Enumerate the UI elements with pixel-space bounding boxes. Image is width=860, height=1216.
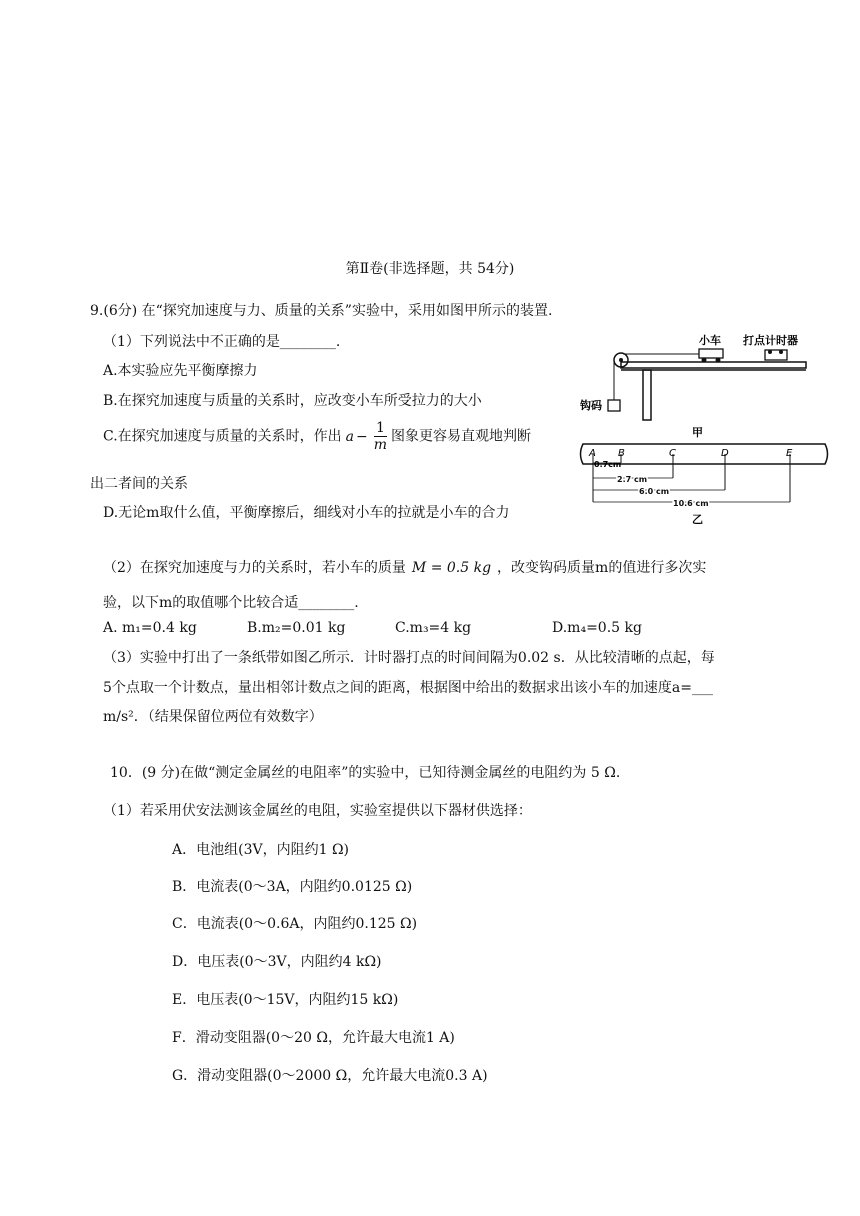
- q9-p2-option-a: A. m₁=0.4 kg: [103, 620, 197, 636]
- timer-terminal: [768, 350, 772, 354]
- dim-ae-label: 10.6 cm: [673, 499, 709, 508]
- minus-sign: −: [356, 428, 368, 445]
- fraction-denominator: m: [373, 437, 388, 453]
- q9-p2-option-b: B.m₂=0.01 kg: [247, 620, 346, 636]
- label-cart: 小车: [699, 334, 721, 347]
- q9-p1-option-c-cont: 出二者间的关系: [90, 476, 188, 492]
- board: [621, 362, 806, 368]
- equipment-option-d: D．电压表(0～3V，内阻约4 kΩ): [172, 954, 382, 970]
- q9-p3-line3: m/s²．（结果保留位两位有效数字）: [103, 709, 323, 725]
- dim-ab-label: 0.7cm: [594, 460, 622, 469]
- label-yi: 乙: [692, 513, 703, 525]
- q9-p2-line2: 验，以下m的取值哪个比较合适________.: [103, 595, 359, 611]
- q9-p1-option-c: [103, 420, 531, 453]
- q9-p3-line1: （3）实验中打出了一条纸带如图乙所示．计时器打点的时间间隔为0.02 s．从比较清晰的点起，每: [103, 650, 715, 666]
- option-c-post: 图象更容易直观地判断: [391, 428, 532, 445]
- q9-p1-prompt: （1）下列说法中不正确的是________.: [103, 334, 341, 350]
- cart-shape: [699, 349, 723, 358]
- q9-p2-line1: [103, 557, 706, 577]
- point-d-label: D: [721, 448, 729, 459]
- q9-p1-option-d: D.无论m取什么值，平衡摩擦后，细线对小车的拉就是小车的合力: [103, 505, 510, 521]
- timer-terminal: [779, 350, 783, 354]
- equipment-option-e: E．电压表(0～15V，内阻约15 kΩ): [172, 992, 399, 1008]
- q9-p2-line1-post: ，改变钩码质量m的值进行多次实: [497, 560, 707, 576]
- dim-ad-label: 6.0 cm: [639, 487, 670, 496]
- weight-shape: [608, 400, 620, 411]
- point-c-label: C: [669, 448, 676, 459]
- point-b-label: B: [618, 448, 625, 459]
- mass-expression: M = 0.5 kg: [411, 560, 492, 576]
- q10-stem: 10．(9 分)在做“测定金属丝的电阻率”的实验中，已知待测金属丝的电阻约为 5 Ω.: [110, 765, 621, 781]
- var-a: a: [345, 428, 355, 445]
- label-jia: 甲: [692, 426, 703, 439]
- dim-ac-label: 2.7 cm: [617, 475, 648, 484]
- q9-p2-option-d: D.m₄=0.5 kg: [552, 620, 642, 636]
- q9-p2-line1-pre: （2）在探究加速度与力的关系时，若小车的质量: [103, 560, 406, 576]
- point-a-label: A: [589, 448, 596, 459]
- apparatus-figure: [575, 330, 835, 525]
- option-c-text: C.在探究加速度与质量的关系时，作出: [103, 428, 342, 445]
- fraction-numerator: 1: [374, 420, 387, 437]
- equipment-option-b: B．电流表(0～3A，内阻约0.0125 Ω): [172, 879, 413, 895]
- q9-p1-option-b: B.在探究加速度与质量的关系时，应改变小车所受拉力的大小: [103, 393, 482, 409]
- label-weight: 钩码: [580, 399, 602, 412]
- pulley-axle: [619, 358, 623, 362]
- equipment-option-f: F．滑动变阻器(0～20 Ω，允许最大电流1 A): [172, 1030, 455, 1046]
- section-title: 第Ⅱ卷(非选择题，共 54分): [345, 261, 515, 277]
- q10-p1-prompt: （1）若采用伏安法测该金属丝的电阻，实验室提供以下器材供选择：: [103, 803, 532, 819]
- q9-p3-line2: 5个点取一个计数点，量出相邻计数点之间的距离，根据图中给出的数据求出该小车的加速度a=___: [103, 680, 713, 696]
- q9-p1-option-a: A.本实验应先平衡摩擦力: [103, 363, 258, 379]
- q9-stem: 9.(6分) 在“探究加速度与力、质量的关系”实验中，采用如图甲所示的装置.: [90, 303, 553, 319]
- label-timer: 打点计时器: [743, 334, 798, 347]
- fraction-one-over-m: [374, 420, 387, 453]
- point-e-label: E: [786, 448, 793, 459]
- equipment-option-c: C．电流表(0～0.6A，内阻约0.125 Ω): [172, 916, 418, 932]
- q9-p2-option-c: C.m₃=4 kg: [395, 620, 472, 636]
- equipment-option-g: G．滑动变阻器(0～2000 Ω，允许最大电流0.3 A): [172, 1068, 488, 1084]
- table-leg: [643, 370, 651, 420]
- equipment-option-a: A．电池组(3V，内阻约1 Ω): [172, 842, 350, 858]
